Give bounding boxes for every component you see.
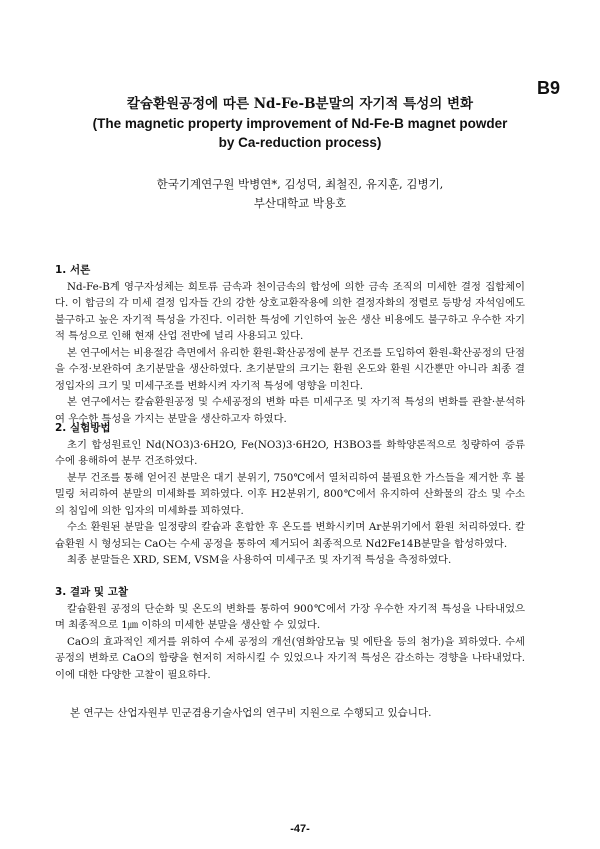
paragraph: 초기 합성원료인 Nd(NO3)3·6H2O, Fe(NO3)3·6H2O, H3BO3를 화학양론적으로 칭량하여 증류수에 용해하여 분무 건조하였다. <box>55 438 525 467</box>
paragraph: CaO의 효과적인 제거를 위하여 수세 공정의 개선(염화암모늄 및 에탄올 등의 첨가)을 꾀하였다. 수세 공정의 변화로 CaO의 함량을 현저히 저하시킬 수 있었으나 자기적 특성은 감소하는 경향을 나타내었다. 이에 대한 다양한 고찰이 필요하다. <box>55 635 525 681</box>
authors-line1: 한국기계연구원 박병연*, 김성덕, 최철진, 유지훈, 김병기, <box>156 177 444 191</box>
page-number: -47- <box>290 823 310 835</box>
section-methods <box>55 420 525 569</box>
paragraph: 본 연구에서는 칼슘환원공정 및 수세공정의 변화 따른 미세구조 및 자기적 특성의 변화를 관찰·분석하여 우수한 특성을 가지는 분말을 생산하고자 하였다. <box>55 396 525 425</box>
paragraph: 본 연구에서는 비용절감 측면에서 유리한 환원-확산공정에 분무 건조를 도입하여 환원-확산공정의 단점을 수정·보완하여 초기분말을 생산하였다. 초기분말의 크기는 환원 온도와 환원 시간뿐만 아니라 최종 결정입자의 크기 및 미세구조를 변화시켜 자기적 특성에 영향을 미친다. <box>55 346 525 392</box>
title-block <box>40 94 560 152</box>
section-heading: 3. 결과 및 고찰 <box>55 586 128 598</box>
paragraph: Nd-Fe-B계 영구자성체는 희토류 금속과 천이금속의 합성에 의한 금속 조직의 미세한 결정 집합체이다. 이 합금의 각 미세 결정 입자들 간의 강한 상호교환작용에 의한 결정자화의 정렬로 등방성 자석임에도 불구하고 높은 자기적 특성을 가진다. 이러한 특성에 기인하여 높은 생산 비용에도 불구하고 우수한 자기적 특성으로 인해 현재 산업 전반에 널리 사용되고 있다. <box>55 280 525 342</box>
paragraph: 분무 건조를 통해 얻어진 분말은 대기 분위기, 750℃에서 열처리하여 불필요한 가스들을 제거한 후 볼 밀링 처리하여 분말의 미세화를 꾀하였다. 이후 H2분위기, 800℃에서 유지하여 산화물의 감소 및 수소의 침입에 의한 입자의 미세화를 꾀하였다. <box>55 471 525 517</box>
paper-code: B9 <box>537 78 561 98</box>
section-heading: 2. 실험방법 <box>55 422 111 434</box>
paragraph: 수소 환원된 분말을 일정량의 칼슘과 혼합한 후 온도를 변화시키며 Ar분위기에서 환원 처리하였다. 칼슘환원 시 형성되는 CaO는 수세 공정을 통하여 제거되어 최종적으로 Nd2Fe14B분말을 합성하였다. <box>55 521 525 550</box>
title-korean: 칼슘환원공정에 따른 Nd-Fe-B분말의 자기적 특성의 변화 <box>126 96 474 112</box>
paragraph: 칼슘환원 공정의 단순화 및 온도의 변화를 통하여 900℃에서 가장 우수한 자기적 특성을 나타내었으며 최종적으로 1㎛ 이하의 미세한 분말을 생산할 수 있었다. <box>55 602 525 631</box>
authors-line2: 부산대학교 박용호 <box>253 196 347 210</box>
authors <box>100 175 500 213</box>
title-english-line1: (The magnetic property improvement of Nd-Fe-B magnet powder <box>92 116 508 131</box>
title-english-line2: by Ca-reduction process) <box>218 135 382 150</box>
section-introduction <box>55 262 525 427</box>
section-results <box>55 584 525 683</box>
section-heading: 1. 서론 <box>55 264 91 276</box>
paragraph: 최종 분말들은 XRD, SEM, VSM을 사용하여 미세구조 및 자기적 특성을 측정하였다. <box>67 554 452 566</box>
acknowledgement: 본 연구는 산업자원부 민군겸용기술사업의 연구비 지원으로 수행되고 있습니다. <box>70 707 432 719</box>
